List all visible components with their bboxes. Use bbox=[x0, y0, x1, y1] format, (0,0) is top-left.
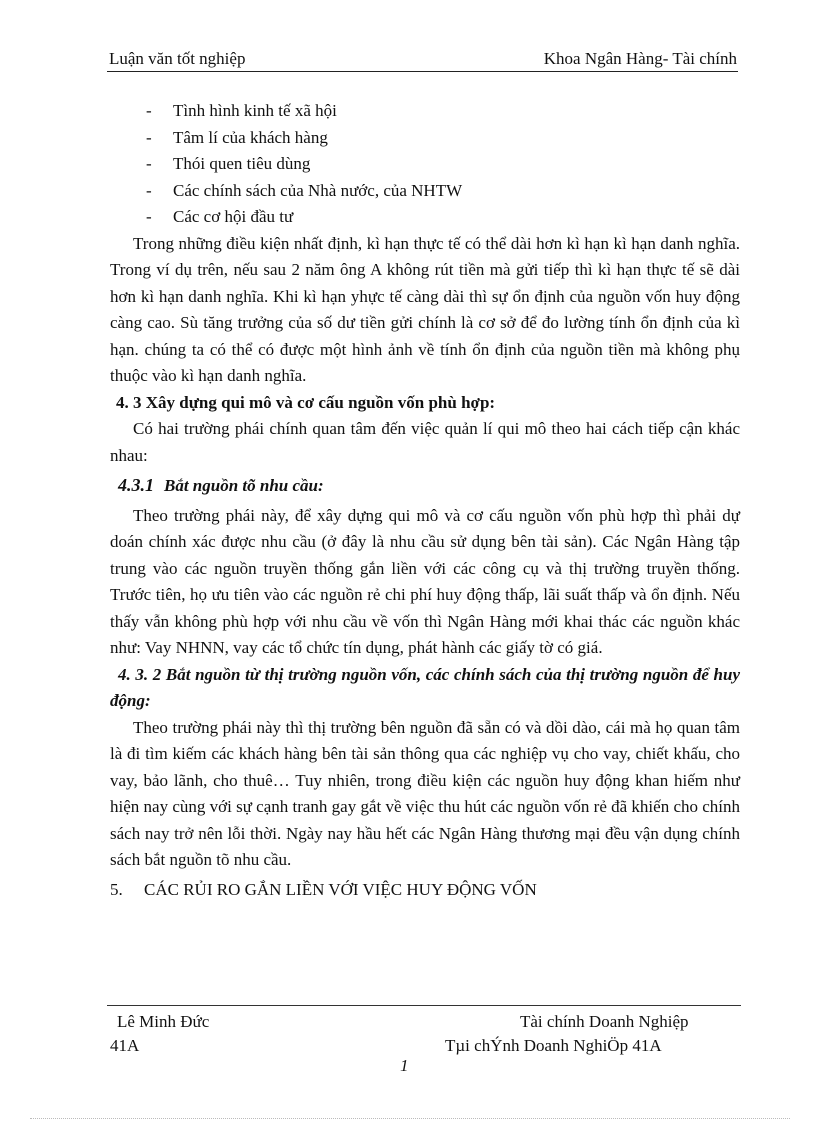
paragraph-term: Trong những điều kiện nhất định, kì hạn thực tế có thể dài hơn kì hạn kì hạn danh nghĩa. Trong ví dụ trên, nếu sau 2 năm ông A không rút tiền mà gửi tiếp thì kì hạn thực tế sẽ dài hơn kì hạn danh nghĩa. Khi kì hạn yhực tế càng dài thì sự ổn định của nguồn vốn huy động càng cao. Sù tăng trưởng của số dư tiền gửi chính là cơ sở để đo lường tính ổn định của kì hạn. chúng ta có thể có được một hình ảnh về tính ổn định của nguồn tiền mà không phụ thuộc vào kì hạn danh nghĩa. bbox=[110, 233, 740, 385]
paragraph-demand: Theo trường phái này, để xây dựng qui mô và cơ cấu nguồn vốn phù hợp thì phải dự doán chính xác được nhu cầu (ở đây là nhu cầu sử dụng bên tài sản). Các Ngân Hàng tập trung vào các nguồn truyền thống gắn liền với các công cụ và thị trường truyền thống. Trước tiên, họ ưu tiên vào các nguồn rẻ chi phí huy động thấp, lãi suất thấp và ổn định. Nếu thấy vẫn không phù hợp với nhu cầu về vốn thì Ngân Hàng mới khai thác các nguồn khác như: Vay NHNN, vay các tổ chức tín dụng, phát hành các giấy tờ có giá. bbox=[110, 505, 740, 657]
paragraph-approaches: Có hai trường phái chính quan tâm đến việc quản lí qui mô theo hai cách tiếp cận khác nhau: bbox=[110, 419, 740, 465]
section-title: CÁC RỦI RO GẮN LIỀN VỚI VIỆC HUY ĐỘNG VỐN bbox=[144, 879, 537, 899]
list-item: - Tâm lí của khách hàng bbox=[146, 127, 328, 147]
document-body bbox=[110, 98, 740, 903]
footer-department-class: Tµi chÝnh Doanh NghiÖp 41A bbox=[445, 1036, 662, 1055]
bullet-list bbox=[110, 98, 740, 231]
footer-department: Tài chính Doanh Nghiệp bbox=[520, 1012, 689, 1031]
footer-author: Lê Minh Đức bbox=[117, 1012, 210, 1031]
heading-4-3-2: 4. 3. 2 Bắt nguồn từ thị trường nguồn vốn, các chính sách của thị trường nguồn để huy động: bbox=[110, 664, 740, 710]
list-item: - Tình hình kinh tế xã hội bbox=[146, 101, 337, 120]
footer-class: 41A bbox=[110, 1036, 140, 1055]
heading-4-3-1: 4.3.1 Bắt nguồn tõ nhu cầu: bbox=[118, 475, 324, 495]
footer-rule bbox=[107, 1005, 741, 1006]
page-number: 1 bbox=[400, 1056, 409, 1075]
list-item: - Thói quen tiêu dùng bbox=[146, 154, 311, 173]
header-left: Luận văn tốt nghiệp bbox=[109, 49, 246, 68]
header-right: Khoa Ngân Hàng- Tài chính bbox=[543, 49, 737, 68]
header-rule bbox=[107, 71, 738, 72]
section-5-heading bbox=[110, 877, 740, 904]
list-item: - Các chính sách của Nhà nước, của NHTW bbox=[146, 180, 463, 200]
list-item: - Các cơ hội đầu tư bbox=[146, 207, 294, 226]
paragraph-market: Theo trường phái này thì thị trường bên nguồn đã sẵn có và dồi dào, cái mà họ quan tâm là đi tìm kiếm các khách hàng bên tài sản thông qua các nghiệp vụ cho vay, chiết khấu, cho vay, bảo lãnh, cho thuê… Tuy nhiên, trong điều kiện các nguồn huy động khan hiếm như hiện nay cùng với sự cạnh tranh gay gắt về việc thu hút các nguồn vốn rẻ đã khiến cho chính sách nay trở nên lỗi thời. Ngày nay hầu hết các Ngân Hàng thương mại đều vận dụng chính sách bắt nguồn tõ nhu cầu. bbox=[110, 717, 741, 869]
heading-number: 4.3.1 bbox=[118, 475, 154, 495]
page-edge-dots bbox=[30, 1118, 790, 1119]
section-number: 5. bbox=[110, 879, 123, 899]
heading-4-3: 4. 3 Xây dựng qui mô và cơ cấu nguồn vốn phù hợp: bbox=[116, 392, 496, 412]
